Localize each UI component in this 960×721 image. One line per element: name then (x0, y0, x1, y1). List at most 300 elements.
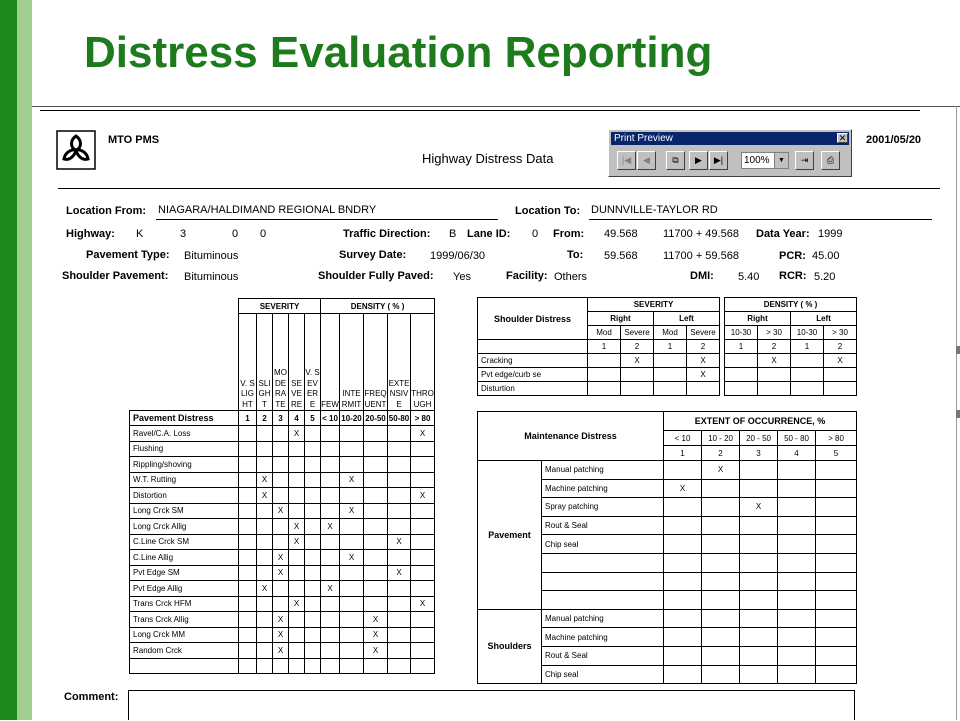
mark-cell[interactable] (289, 441, 305, 457)
mark-cell[interactable]: X (321, 519, 340, 535)
mark-cell[interactable] (239, 596, 257, 612)
mark-cell[interactable] (388, 503, 411, 519)
mark-cell[interactable] (740, 591, 778, 610)
mark-cell[interactable] (778, 553, 816, 572)
mark-cell[interactable] (239, 550, 257, 566)
maintenance-distress-label: Maintenance Distress (478, 412, 664, 461)
previous-page-button[interactable]: ◀ (637, 151, 656, 170)
mark-cell[interactable] (257, 627, 273, 643)
mark-cell[interactable] (411, 550, 435, 566)
mark-cell[interactable] (702, 591, 740, 610)
mark-cell[interactable] (411, 627, 435, 643)
mark-cell[interactable] (289, 627, 305, 643)
mark-cell[interactable] (305, 441, 321, 457)
mark-cell[interactable] (364, 550, 388, 566)
mark-cell[interactable] (588, 382, 621, 396)
distress-name: W.T. Rutting (130, 472, 239, 488)
mark-cell[interactable] (321, 612, 340, 628)
mark-cell[interactable] (664, 498, 702, 517)
column-number: 4 (289, 411, 305, 426)
mark-cell[interactable]: X (340, 472, 364, 488)
mark-cell[interactable]: X (289, 534, 305, 550)
vertical-column-label: THROUGH (411, 389, 434, 409)
vertical-column-label: V. SEVERE (305, 368, 320, 409)
mark-cell[interactable] (664, 609, 702, 628)
mark-cell[interactable]: X (289, 519, 305, 535)
mark-cell[interactable] (702, 498, 740, 517)
mark-cell[interactable] (824, 368, 857, 382)
mark-cell[interactable] (687, 382, 720, 396)
mark-cell[interactable] (725, 354, 758, 368)
mark-cell[interactable] (239, 581, 257, 597)
mark-cell[interactable]: X (824, 354, 857, 368)
mark-cell[interactable] (778, 535, 816, 554)
mark-cell[interactable] (239, 534, 257, 550)
mark-cell[interactable] (364, 565, 388, 581)
mark-cell[interactable] (239, 643, 257, 659)
table-row (130, 503, 435, 519)
mark-cell[interactable] (340, 441, 364, 457)
mark-cell[interactable] (340, 565, 364, 581)
mark-cell[interactable] (239, 472, 257, 488)
sub-header: Mod (654, 326, 687, 340)
mark-cell[interactable] (340, 643, 364, 659)
multi-page-button[interactable]: ⧉ (666, 151, 685, 170)
mark-cell[interactable] (257, 457, 273, 473)
mark-cell[interactable] (411, 519, 435, 535)
mark-cell[interactable] (321, 534, 340, 550)
chevron-down-icon[interactable]: ▼ (774, 153, 788, 168)
mark-cell[interactable] (816, 553, 857, 572)
mark-cell[interactable] (411, 503, 435, 519)
mark-cell[interactable] (411, 534, 435, 550)
close-icon[interactable]: ✕ (838, 133, 847, 143)
mark-cell[interactable] (321, 565, 340, 581)
column-number: 4 (778, 446, 816, 461)
mark-cell[interactable]: X (740, 498, 778, 517)
mark-cell[interactable] (340, 612, 364, 628)
mark-cell[interactable] (778, 609, 816, 628)
mark-cell[interactable]: X (257, 488, 273, 504)
mark-cell[interactable] (273, 457, 289, 473)
mark-cell[interactable] (664, 591, 702, 610)
mark-cell[interactable] (388, 550, 411, 566)
mark-cell[interactable] (588, 368, 621, 382)
mark-cell[interactable] (816, 479, 857, 498)
distress-name: C.Line Allig (130, 550, 239, 566)
facility-label: Facility: (506, 270, 548, 282)
mark-cell[interactable] (740, 516, 778, 535)
mark-cell[interactable] (239, 426, 257, 442)
mark-cell[interactable] (816, 609, 857, 628)
mark-cell[interactable] (778, 628, 816, 647)
mark-cell[interactable] (305, 643, 321, 659)
mark-cell[interactable] (289, 581, 305, 597)
mark-cell[interactable] (289, 488, 305, 504)
mark-cell[interactable] (740, 553, 778, 572)
mark-cell[interactable] (364, 441, 388, 457)
mark-cell[interactable] (664, 516, 702, 535)
mark-cell[interactable]: X (664, 479, 702, 498)
mark-cell[interactable] (273, 581, 289, 597)
mark-cell[interactable] (791, 382, 824, 396)
mark-cell[interactable] (654, 382, 687, 396)
mark-cell[interactable] (411, 581, 435, 597)
sub-header: 10-30 (791, 326, 824, 340)
mark-cell[interactable]: X (273, 612, 289, 628)
mark-cell[interactable] (257, 441, 273, 457)
mark-cell[interactable]: X (687, 368, 720, 382)
mark-cell[interactable] (321, 488, 340, 504)
maintenance-type: Rout & Seal (542, 646, 664, 665)
mark-cell[interactable] (364, 534, 388, 550)
mark-cell[interactable] (791, 368, 824, 382)
mark-cell[interactable] (305, 565, 321, 581)
mark-cell[interactable] (758, 368, 791, 382)
mark-cell[interactable] (725, 382, 758, 396)
sub-header: Mod (588, 326, 621, 340)
mark-cell[interactable] (816, 665, 857, 684)
mark-cell[interactable] (778, 665, 816, 684)
mark-cell[interactable] (816, 591, 857, 610)
from-value: 49.568 (604, 228, 638, 240)
underline (589, 219, 932, 220)
shoulder-pavement-label: Shoulder Pavement: (62, 270, 169, 282)
maintenance-type: Manual patching (542, 609, 664, 628)
mark-cell[interactable] (273, 488, 289, 504)
mark-cell[interactable]: X (621, 354, 654, 368)
mark-cell[interactable] (305, 550, 321, 566)
mark-cell[interactable] (305, 457, 321, 473)
mark-cell[interactable]: X (273, 550, 289, 566)
mark-cell[interactable] (816, 461, 857, 480)
mark-cell[interactable] (664, 572, 702, 591)
pcr-label: PCR: (779, 250, 806, 262)
mark-cell[interactable] (388, 581, 411, 597)
mark-cell[interactable]: X (273, 503, 289, 519)
highway-number: 0 (232, 228, 239, 240)
mark-cell[interactable] (411, 457, 435, 473)
mark-cell[interactable]: X (758, 354, 791, 368)
mark-cell[interactable] (702, 609, 740, 628)
mark-cell[interactable] (321, 643, 340, 659)
mark-cell[interactable] (816, 516, 857, 535)
distress-name: Pvt edge/curb se (478, 368, 588, 382)
mark-cell[interactable] (388, 472, 411, 488)
highway-number: 3 (180, 228, 187, 240)
mark-cell[interactable] (740, 628, 778, 647)
mark-cell[interactable] (621, 368, 654, 382)
mark-cell[interactable] (664, 628, 702, 647)
table-row (130, 426, 435, 442)
mark-cell[interactable] (791, 354, 824, 368)
mark-cell[interactable] (702, 516, 740, 535)
mark-cell[interactable] (321, 457, 340, 473)
last-page-button[interactable]: ▶| (709, 151, 728, 170)
mark-cell[interactable] (740, 665, 778, 684)
mark-cell[interactable] (321, 441, 340, 457)
mark-cell[interactable] (289, 643, 305, 659)
mark-cell[interactable] (758, 382, 791, 396)
mark-cell[interactable] (816, 535, 857, 554)
mark-cell[interactable] (289, 457, 305, 473)
mark-cell[interactable] (388, 627, 411, 643)
mark-cell[interactable]: X (273, 643, 289, 659)
mark-cell[interactable] (664, 461, 702, 480)
column-number: 2 (257, 411, 273, 426)
slide-title: Distress Evaluation Reporting (84, 28, 713, 77)
mark-cell[interactable]: X (340, 550, 364, 566)
location-to-value: DUNNVILLE-TAYLOR RD (591, 204, 718, 216)
mark-cell[interactable] (364, 581, 388, 597)
mark-cell[interactable] (257, 503, 273, 519)
mark-cell[interactable] (702, 628, 740, 647)
mark-cell[interactable]: X (364, 627, 388, 643)
mark-cell[interactable] (778, 516, 816, 535)
mark-cell[interactable]: X (321, 581, 340, 597)
comment-box[interactable] (128, 690, 855, 720)
mark-cell[interactable] (257, 550, 273, 566)
distress-name: Distortion (130, 488, 239, 504)
column-header: 50 - 80 (778, 431, 816, 446)
mark-cell[interactable] (816, 646, 857, 665)
mark-cell[interactable] (664, 553, 702, 572)
highway-value: K (136, 228, 144, 240)
mark-cell[interactable] (340, 627, 364, 643)
mark-cell[interactable] (340, 581, 364, 597)
mark-cell[interactable] (273, 472, 289, 488)
table-row (130, 441, 435, 457)
mark-cell[interactable] (411, 565, 435, 581)
mark-cell[interactable] (816, 628, 857, 647)
pcr-value: 45.00 (812, 250, 840, 262)
vertical-column-label: FREQUENT (364, 389, 387, 409)
column-number: 5 (816, 446, 857, 461)
mark-cell[interactable] (411, 441, 435, 457)
mark-cell[interactable] (239, 627, 257, 643)
mark-cell[interactable] (364, 426, 388, 442)
mark-cell[interactable] (273, 519, 289, 535)
mark-cell[interactable]: X (702, 461, 740, 480)
mark-cell[interactable] (305, 488, 321, 504)
maintenance-type: Machine patching (542, 479, 664, 498)
print-icon[interactable]: ⎙ (821, 151, 840, 170)
mark-cell[interactable] (740, 572, 778, 591)
first-page-button[interactable]: |◀ (617, 151, 636, 170)
mark-cell[interactable] (321, 596, 340, 612)
header-rule (58, 188, 940, 189)
data-year-value: 1999 (818, 228, 843, 240)
mark-cell[interactable] (388, 457, 411, 473)
mark-cell[interactable] (305, 534, 321, 550)
mark-cell[interactable] (702, 572, 740, 591)
mark-cell[interactable]: X (257, 581, 273, 597)
mark-cell[interactable]: X (388, 534, 411, 550)
next-page-button[interactable]: ▶ (689, 151, 708, 170)
mark-cell[interactable] (305, 503, 321, 519)
mark-cell[interactable] (664, 665, 702, 684)
highway-label: Highway: (66, 228, 115, 240)
mark-cell[interactable]: X (687, 354, 720, 368)
mark-cell[interactable] (654, 354, 687, 368)
mark-cell[interactable] (778, 591, 816, 610)
mark-cell[interactable]: X (273, 565, 289, 581)
mark-cell[interactable] (321, 550, 340, 566)
mark-cell[interactable] (411, 643, 435, 659)
mark-cell[interactable] (239, 503, 257, 519)
vertical-column-label: SEVERE (290, 378, 303, 409)
mark-cell[interactable] (305, 627, 321, 643)
mark-cell[interactable] (239, 612, 257, 628)
mark-cell[interactable] (340, 426, 364, 442)
ontario-trillium-logo-icon (56, 130, 96, 170)
mark-cell[interactable] (239, 488, 257, 504)
mark-cell[interactable] (239, 519, 257, 535)
mark-cell[interactable] (388, 643, 411, 659)
mark-cell[interactable] (364, 519, 388, 535)
mark-cell[interactable] (321, 426, 340, 442)
mark-cell[interactable] (702, 535, 740, 554)
mark-cell[interactable] (257, 534, 273, 550)
mark-cell[interactable]: X (289, 596, 305, 612)
mark-cell[interactable] (257, 643, 273, 659)
mark-cell[interactable]: X (289, 426, 305, 442)
mark-cell[interactable] (340, 519, 364, 535)
mark-cell[interactable] (340, 457, 364, 473)
mark-cell[interactable] (778, 498, 816, 517)
mark-cell[interactable] (340, 488, 364, 504)
mark-cell[interactable] (824, 382, 857, 396)
mark-cell[interactable]: X (257, 472, 273, 488)
mark-cell[interactable] (239, 441, 257, 457)
mark-cell[interactable] (411, 472, 435, 488)
mark-cell[interactable] (305, 519, 321, 535)
mark-cell[interactable] (257, 596, 273, 612)
mark-cell[interactable] (778, 461, 816, 480)
table-row (130, 565, 435, 581)
mark-cell[interactable] (289, 503, 305, 519)
mark-cell[interactable] (388, 426, 411, 442)
sub-header: Severe (687, 326, 720, 340)
mark-cell[interactable]: X (411, 488, 435, 504)
mark-cell[interactable] (725, 368, 758, 382)
mark-cell[interactable] (257, 426, 273, 442)
export-icon[interactable]: ⇥ (795, 151, 814, 170)
mark-cell[interactable] (621, 382, 654, 396)
mark-cell[interactable] (664, 535, 702, 554)
mark-cell[interactable] (340, 596, 364, 612)
mark-cell[interactable]: X (411, 596, 435, 612)
mark-cell[interactable] (364, 457, 388, 473)
lane-id-value: 0 (532, 228, 539, 240)
mark-cell[interactable] (588, 354, 621, 368)
mark-cell[interactable] (239, 565, 257, 581)
mark-cell[interactable]: X (364, 612, 388, 628)
mark-cell[interactable] (289, 550, 305, 566)
mark-cell[interactable] (740, 646, 778, 665)
mark-cell[interactable] (273, 596, 289, 612)
mark-cell[interactable] (289, 472, 305, 488)
report-org: MTO PMS (108, 134, 160, 146)
mark-cell[interactable] (664, 646, 702, 665)
maintenance-type: Rout & Seal (542, 516, 664, 535)
mark-cell[interactable]: X (364, 643, 388, 659)
mark-cell[interactable] (816, 572, 857, 591)
mark-cell[interactable] (740, 535, 778, 554)
table-row (478, 461, 857, 480)
mark-cell[interactable] (257, 519, 273, 535)
mark-cell[interactable] (702, 646, 740, 665)
vertical-column-label: INTERMIT (341, 389, 362, 409)
mark-cell[interactable] (273, 534, 289, 550)
mark-cell[interactable]: X (388, 565, 411, 581)
print-preview-toolbar[interactable] (608, 129, 852, 177)
mark-cell[interactable]: X (273, 627, 289, 643)
mark-cell[interactable] (654, 368, 687, 382)
mark-cell[interactable] (273, 441, 289, 457)
mark-cell[interactable] (305, 472, 321, 488)
mark-cell[interactable] (289, 612, 305, 628)
column-number: 1 (664, 446, 702, 461)
mark-cell[interactable] (340, 534, 364, 550)
mark-cell[interactable] (388, 596, 411, 612)
mark-cell[interactable] (740, 461, 778, 480)
sub-header: > 30 (758, 326, 791, 340)
maintenance-type: Chip seal (542, 665, 664, 684)
mark-cell[interactable] (411, 612, 435, 628)
traffic-direction-value: B (449, 228, 457, 240)
mark-cell[interactable] (388, 488, 411, 504)
zoom-select[interactable] (741, 152, 789, 169)
mark-cell[interactable] (321, 627, 340, 643)
mark-cell[interactable] (305, 581, 321, 597)
mark-cell[interactable] (778, 572, 816, 591)
mark-cell[interactable]: X (411, 426, 435, 442)
mark-cell[interactable] (364, 596, 388, 612)
mark-cell[interactable]: X (340, 503, 364, 519)
mark-cell[interactable] (364, 472, 388, 488)
mark-cell[interactable] (388, 441, 411, 457)
mark-cell[interactable] (239, 457, 257, 473)
underline (156, 219, 498, 220)
spacer-cell (130, 314, 239, 411)
mark-cell[interactable] (289, 565, 305, 581)
mark-cell[interactable] (321, 503, 340, 519)
mark-cell[interactable] (740, 609, 778, 628)
mark-cell[interactable] (364, 488, 388, 504)
sub-header: 10-30 (725, 326, 758, 340)
column-header (388, 314, 411, 411)
mark-cell[interactable] (702, 479, 740, 498)
mark-cell[interactable] (305, 612, 321, 628)
mark-cell[interactable] (257, 565, 273, 581)
mark-cell[interactable] (273, 426, 289, 442)
mark-cell[interactable] (388, 612, 411, 628)
distress-name: Trans Crck HFM (130, 596, 239, 612)
mark-cell[interactable] (702, 553, 740, 572)
mark-cell[interactable] (778, 479, 816, 498)
mark-cell[interactable] (702, 665, 740, 684)
mark-cell[interactable] (305, 426, 321, 442)
mark-cell[interactable] (257, 612, 273, 628)
mark-cell[interactable] (321, 472, 340, 488)
mark-cell[interactable] (364, 503, 388, 519)
mark-cell[interactable] (816, 498, 857, 517)
mark-cell[interactable] (740, 479, 778, 498)
mark-cell[interactable] (305, 596, 321, 612)
mark-cell[interactable] (778, 646, 816, 665)
mark-cell[interactable] (388, 519, 411, 535)
